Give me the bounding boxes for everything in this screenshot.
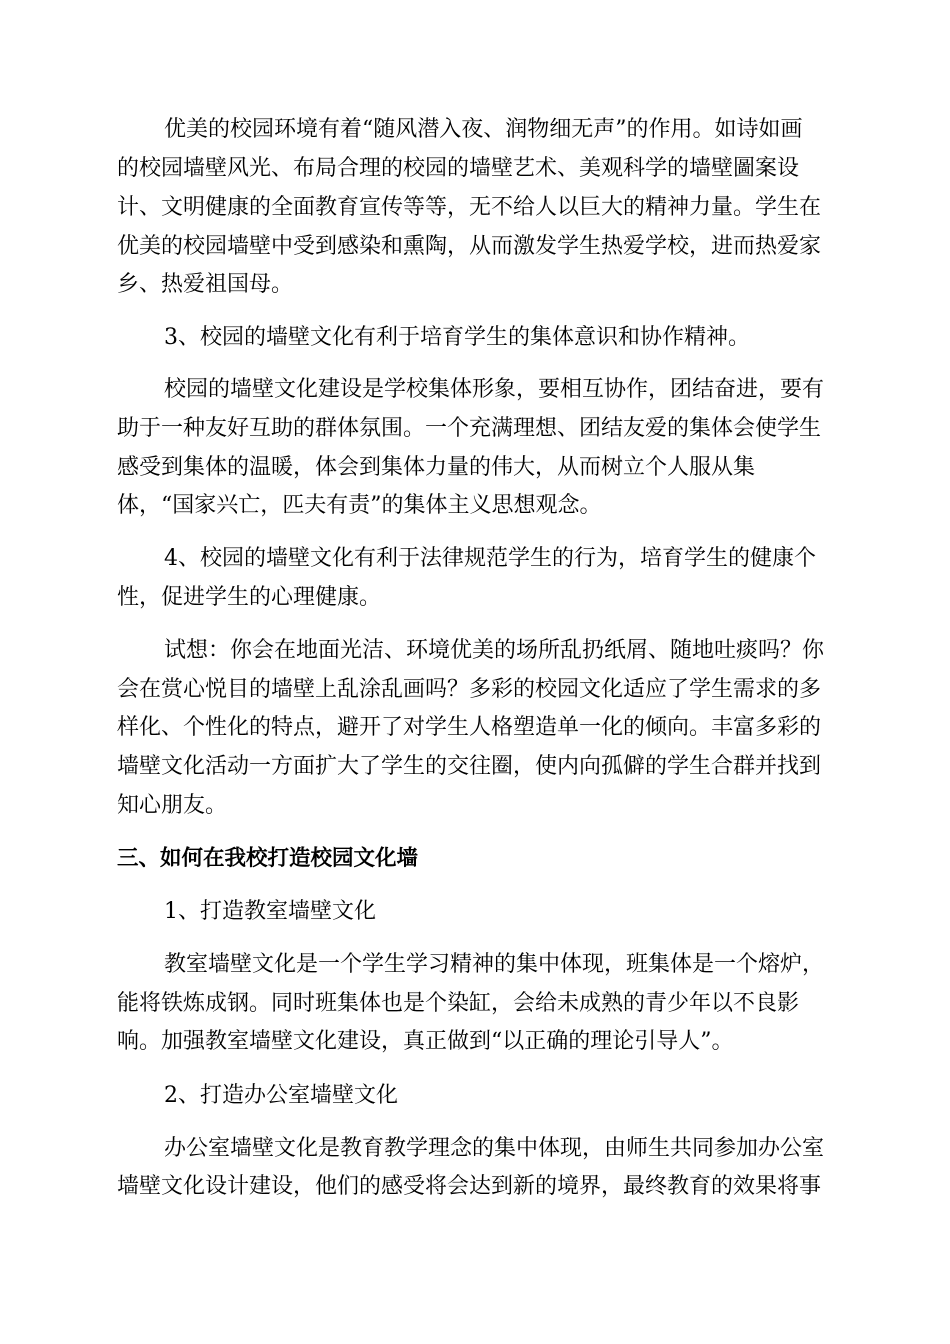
section-point-3: 3、校园的墙壁文化有利于培育学生的集体意识和协作精神。 [164, 325, 750, 350]
paragraph-line: 乡、热爱祖国母。 [117, 272, 294, 297]
paragraph-line: 体，“国家兴亡，匹夫有责”的集体主义思想观念。 [117, 493, 602, 518]
paragraph-line: 办公室墙壁文化是教育教学理念的集中体现，由师生共同参加办公室 [164, 1136, 825, 1161]
paragraph-line: 的校园墙壁风光、布局合理的校园的墙壁艺术、美观科学的墙壁圖案设 [117, 156, 800, 181]
subsection-heading: 2、打造办公室墙壁文化 [164, 1083, 398, 1108]
paragraph-line: 计、文明健康的全面教育宣传等等，无不给人以巨大的精神力量。学生在 [117, 195, 822, 220]
paragraph-line: 墙壁文化设计建设，他们的感受将会达到新的境界，最终教育的效果将事 [117, 1174, 822, 1199]
paragraph-line: 性，促进学生的心理健康。 [117, 585, 382, 610]
section-heading: 三、如何在我校打造校园文化墙 [117, 846, 419, 871]
subsection-heading: 1、打造教室墙壁文化 [164, 899, 376, 924]
paragraph-line: 教室墙壁文化是一个学生学习精神的集中体现，班集体是一个熔炉， [164, 952, 825, 977]
paragraph-line: 优美的校园环境有着“随风潜入夜、润物细无声”的作用。如诗如画 [164, 117, 803, 142]
paragraph-line: 知心朋友。 [117, 793, 228, 818]
section-point-4: 4、校园的墙壁文化有利于法律规范学生的行为，培育学生的健康个 [164, 546, 816, 571]
paragraph-line: 会在赏心悦目的墙壁上乱涂乱画吗？多彩的校园文化适应了学生需求的多 [117, 677, 822, 702]
paragraph-line: 响。加强教室墙壁文化建设，真正做到“以正确的理论引导人”。 [117, 1029, 734, 1054]
paragraph-line: 校园的墙壁文化建设是学校集体形象，要相互协作，团结奋进，要有 [164, 377, 825, 402]
paragraph-line: 墙壁文化活动一方面扩大了学生的交往圈，使内向孤僻的学生合群并找到 [117, 754, 822, 779]
paragraph-line: 感受到集体的温暖，体会到集体力量的伟大，从而树立个人服从集 [117, 455, 756, 480]
paragraph-line: 试想：你会在地面光洁、环境优美的场所乱扔纸屑、随地吐痰吗？你 [164, 638, 825, 663]
paragraph-line: 样化、个性化的特点，避开了对学生人格塑造单一化的倾向。丰富多彩的 [117, 715, 822, 740]
paragraph-line: 助于一种友好互助的群体氛围。一个充满理想、团结友爱的集体会使学生 [117, 416, 822, 441]
paragraph-line: 优美的校园墙壁中受到感染和熏陶，从而激发学生热爱学校，进而热爱家 [117, 234, 822, 259]
paragraph-line: 能将铁炼成钢。同时班集体也是个染缸，会给未成熟的青少年以不良影 [117, 991, 800, 1016]
